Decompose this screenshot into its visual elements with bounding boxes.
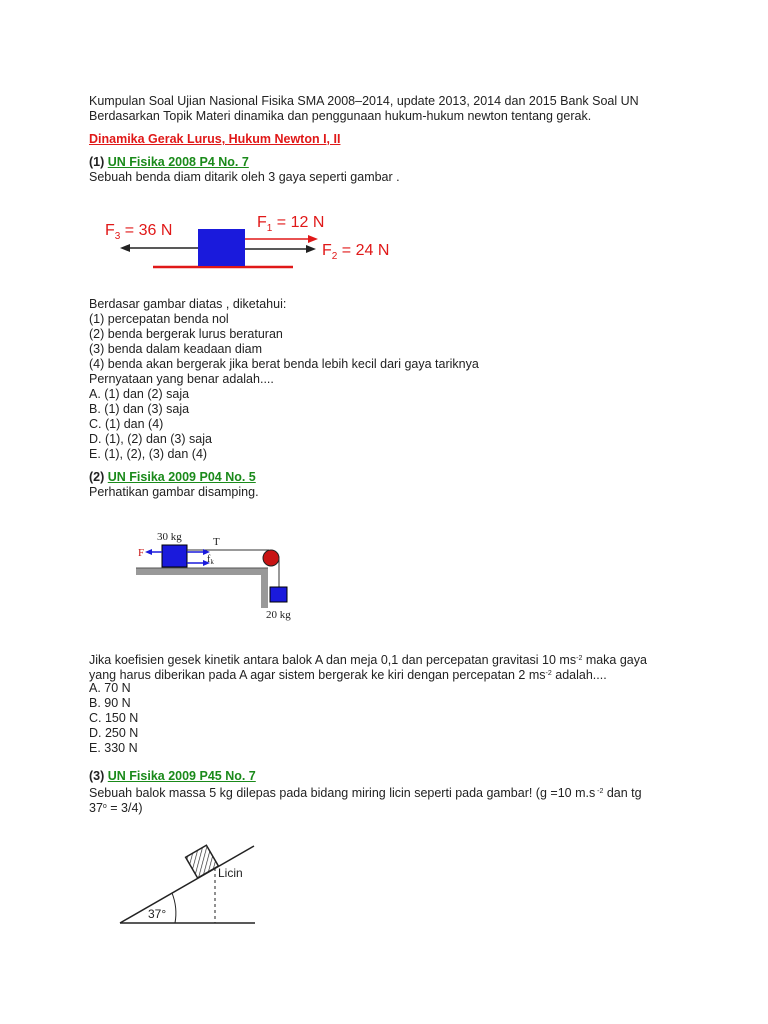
q1-option-d: D. (1), (2) dan (3) saja bbox=[89, 432, 212, 446]
q1-block bbox=[198, 229, 245, 266]
q2-text: Perhatikan gambar disamping. bbox=[89, 485, 259, 499]
q2-option-b: B. 90 N bbox=[89, 696, 131, 710]
q3-source-link[interactable]: UN Fisika 2009 P45 No. 7 bbox=[107, 769, 256, 783]
q1-f1-label: $F_1 = 12$ N bbox=[257, 214, 325, 234]
q2-block-b bbox=[270, 587, 287, 602]
q2-friction-label: $f_k$ bbox=[207, 554, 214, 566]
q1-option-c: C. (1) dan (4) bbox=[89, 417, 164, 431]
q3-header bbox=[89, 769, 256, 784]
q2-option-e: E. 330 N bbox=[89, 741, 138, 755]
q2-stem-line-1: Jika koefisien gesek kinetik antara balok A dan meja 0,1 dan percepatan gravitasi 10 $ms^{-2}$ maka gaya bbox=[89, 653, 647, 667]
q2-force-label: F bbox=[138, 547, 145, 559]
q1-force-diagram bbox=[100, 205, 410, 275]
intro-line-2: Berdasarkan Topik Materi dinamika dan penggunaan hukum-hukum newton tentang gerak. bbox=[89, 109, 592, 123]
q1-option-e: E. (1), (2), (3) dan (4) bbox=[89, 447, 208, 461]
q3-text-line-2: $37^o = 3/4$) bbox=[89, 801, 143, 815]
q1-f1-arrowhead bbox=[308, 235, 318, 243]
q2-block-a bbox=[162, 545, 187, 567]
q1-f2-arrowhead bbox=[306, 245, 316, 253]
intro-line-1: Kumpulan Soal Ujian Nasional Fisika SMA 2008–2014, update 2013, 2014 dan 2015 Bank Soal UN bbox=[89, 94, 639, 108]
q1-option-b: B. (1) dan (3) saja bbox=[89, 402, 190, 416]
q3-block bbox=[186, 845, 219, 878]
q3-number: (3) bbox=[89, 769, 105, 783]
q3-text-line-1: Sebuah balok massa 5 kg dilepas pada bidang miring licin seperti pada gambar! (g =10 m.s $^{-2}$ dan tg bbox=[89, 786, 642, 800]
q2-table-top bbox=[136, 568, 268, 575]
q2-option-a: A. 70 N bbox=[89, 681, 131, 695]
q2-source-link[interactable]: UN Fisika 2009 P04 No. 5 bbox=[107, 470, 256, 484]
q1-number: (1) bbox=[89, 155, 105, 169]
q1-f3-label: $F_3 = 36$ N bbox=[105, 222, 173, 242]
q3-incline-diagram bbox=[110, 835, 270, 935]
q2-option-c: C. 150 N bbox=[89, 711, 139, 725]
q2-option-d: D. 250 N bbox=[89, 726, 139, 740]
q1-stem-3: (3) benda dalam keadaan diam bbox=[89, 342, 263, 356]
q2-table-leg bbox=[261, 568, 268, 608]
q2-force-arrowhead bbox=[145, 549, 152, 555]
q1-stem-4: (4) benda akan bergerak jika berat benda lebih kecil dari gaya tariknya bbox=[89, 357, 479, 371]
q1-stem-1: (1) percepatan benda nol bbox=[89, 312, 229, 326]
q2-mass-a-label: 30 kg bbox=[157, 531, 182, 543]
q1-header bbox=[89, 155, 249, 170]
q1-source-link[interactable]: UN Fisika 2008 P4 No. 7 bbox=[107, 155, 249, 169]
q1-stem-2: (2) benda bergerak lurus beraturan bbox=[89, 327, 283, 341]
q1-f3-arrowhead bbox=[120, 244, 130, 252]
q1-stem-0: Berdasar gambar diatas , diketahui: bbox=[89, 297, 287, 311]
q1-f2-label: $F_2 = 24$ N bbox=[322, 242, 390, 262]
q3-angle-arc bbox=[172, 893, 176, 923]
q2-pulley bbox=[263, 550, 279, 566]
q2-stem-line-2: yang harus diberikan pada A agar sistem bergerak ke kiri dengan percepatan 2 $ms^{-2}$ adalah.... bbox=[89, 668, 607, 682]
q2-tension-label: T bbox=[213, 536, 220, 548]
q2-header bbox=[89, 470, 256, 485]
q2-pulley-diagram bbox=[130, 525, 310, 625]
q3-angle-label: 37° bbox=[148, 907, 167, 921]
q2-number: (2) bbox=[89, 470, 105, 484]
q1-stem-5: Pernyataan yang benar adalah.... bbox=[89, 372, 274, 386]
q1-option-a: A. (1) dan (2) saja bbox=[89, 387, 190, 401]
q3-surface-label: Licin bbox=[218, 866, 243, 880]
q2-mass-b-label: 20 kg bbox=[266, 609, 291, 621]
q1-text: Sebuah benda diam ditarik oleh 3 gaya seperti gambar . bbox=[89, 170, 400, 184]
section-heading[interactable]: Dinamika Gerak Lurus, Hukum Newton I, II bbox=[89, 132, 341, 146]
